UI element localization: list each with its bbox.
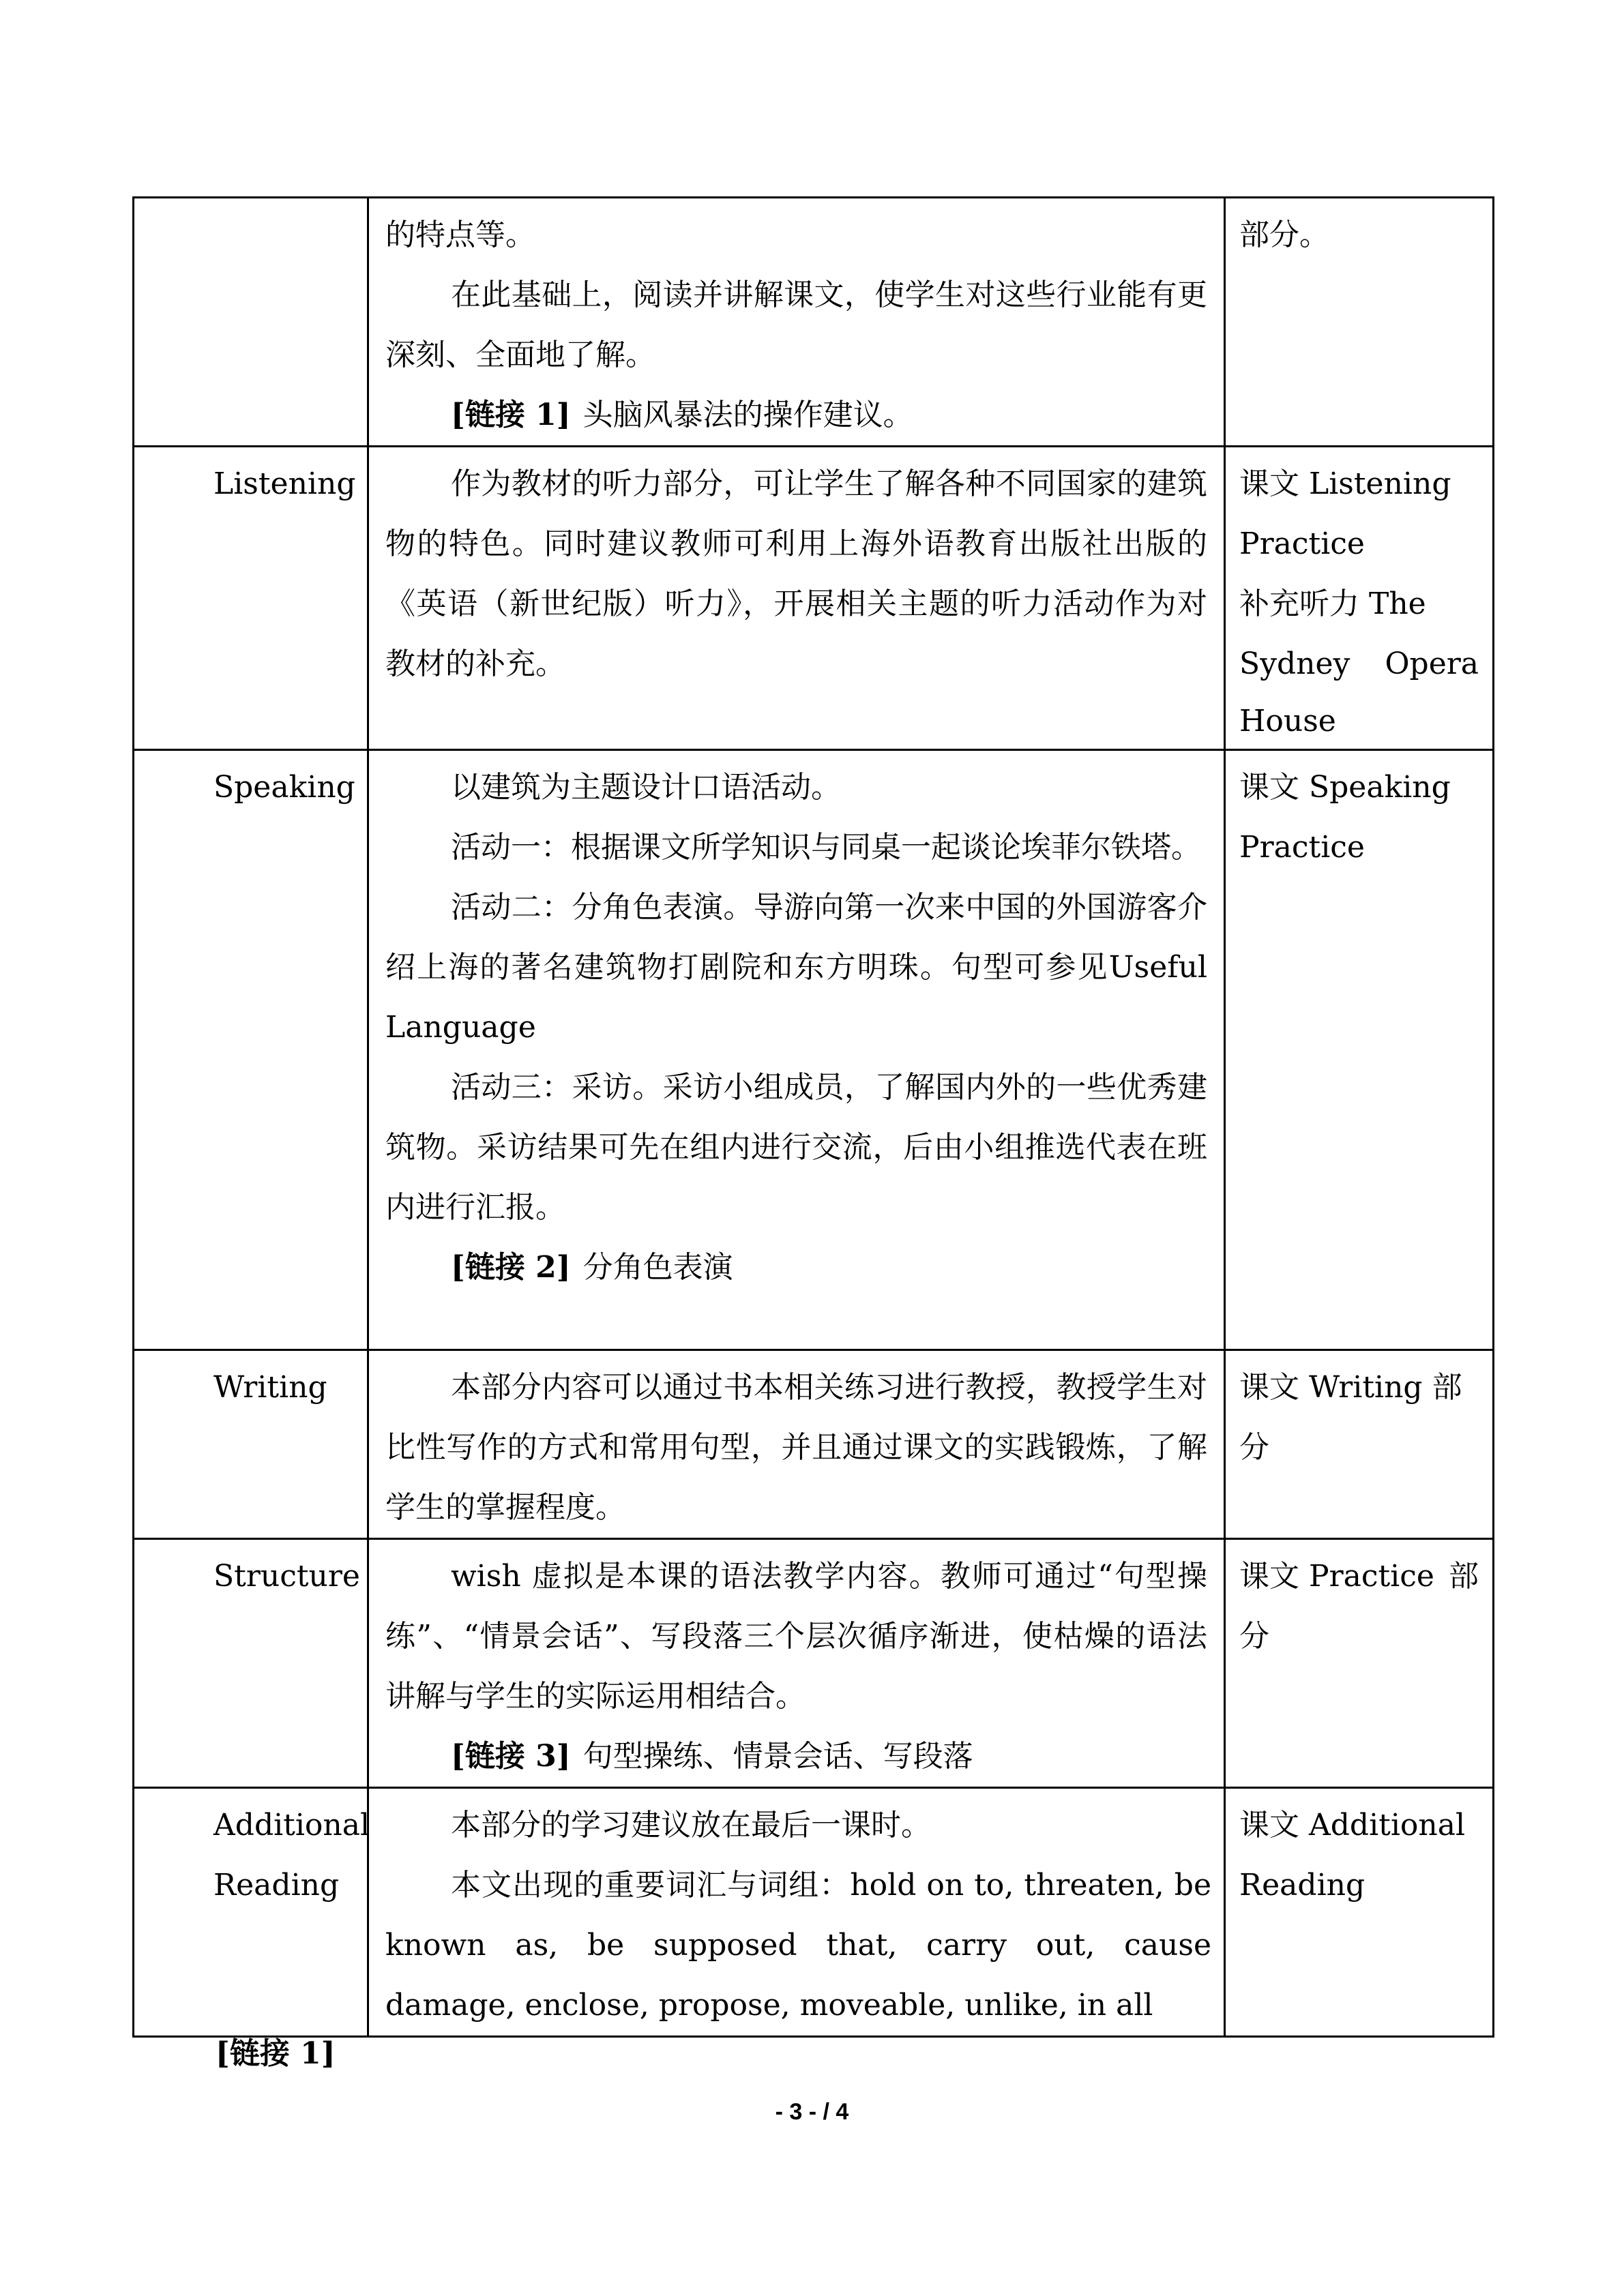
resource-line xyxy=(1239,1547,1479,1607)
resource-word: Sydney xyxy=(1239,646,1350,681)
link-label: [链接 2] xyxy=(451,1250,571,1285)
resource-cell xyxy=(1225,1788,1494,2037)
content-cell xyxy=(368,750,1225,1350)
resource-line: 分 xyxy=(1239,1619,1269,1654)
resource-line: Practice xyxy=(1239,526,1365,561)
section-cell xyxy=(134,198,368,447)
resource-line: 课文 Listening xyxy=(1239,466,1451,501)
link-text: 头脑风暴法的操作建议。 xyxy=(582,398,913,432)
section-cell xyxy=(134,1788,368,2037)
resource-line: Reading xyxy=(1239,1868,1365,1903)
resource-line: 课文 Speaking xyxy=(1239,770,1451,805)
link-label: [链接 3] xyxy=(451,1739,571,1774)
table-row xyxy=(134,198,1494,447)
section-cell xyxy=(134,750,368,1350)
resource-cell xyxy=(1225,198,1494,447)
content-cell xyxy=(368,198,1225,447)
content-cell xyxy=(368,447,1225,750)
section-label: Listening xyxy=(213,466,356,501)
resource-word: 课文 Practice xyxy=(1239,1559,1434,1594)
lesson-plan-table xyxy=(132,196,1494,2038)
content-cell xyxy=(368,1539,1225,1788)
content-paragraph: 本部分的学习建议放在最后一课时。 xyxy=(451,1808,931,1843)
resource-cell xyxy=(1225,1350,1494,1539)
section-cell xyxy=(134,1539,368,1788)
link-label: [链接 1] xyxy=(451,398,571,432)
link-text: 句型操练、情景会话、写段落 xyxy=(582,1739,973,1774)
resource-line: 课文 Additional xyxy=(1239,1808,1466,1843)
section-cell xyxy=(134,447,368,750)
link-reference xyxy=(385,385,1207,445)
resource-line: 课文 Writing 部 xyxy=(1239,1370,1462,1405)
section-label: Writing xyxy=(213,1370,327,1405)
link-text: 分角色表演 xyxy=(582,1250,733,1285)
resource-line: 分 xyxy=(1239,1430,1269,1465)
resource-line: 补充听力 The xyxy=(1239,586,1426,621)
content-paragraph: 本文出现的重要词汇与词组：hold on to, threaten, be known as, be supposed that, carry out, cause damage, enclose, propose, moveable, unlike, in all xyxy=(385,1868,1211,2023)
table-row xyxy=(134,750,1494,1350)
resource-line: House xyxy=(1239,704,1336,739)
content-cell xyxy=(368,1788,1225,2037)
page-number: - 3 - / 4 xyxy=(775,2099,849,2125)
link-reference xyxy=(385,1238,1207,1298)
section-label: Additional xyxy=(213,1808,370,1843)
table-row xyxy=(134,1788,1494,2037)
content-paragraph: 在此基础上，阅读并讲解课文，使学生对这些行业能有更深刻、全面地了解。 xyxy=(385,278,1207,372)
resource-cell xyxy=(1225,750,1494,1350)
table-row xyxy=(134,1350,1494,1539)
link-reference xyxy=(385,1727,1207,1787)
resource-cell xyxy=(1225,447,1494,750)
section-label: Reading xyxy=(213,1868,340,1903)
section-label: Speaking xyxy=(213,770,355,805)
content-paragraph: 作为教材的听力部分，可让学生了解各种不同国家的建筑物的特色。同时建议教师可利用上海外语教育出版社出版的《英语（新世纪版）听力》，开展相关主题的听力活动作为对教材的补充。 xyxy=(385,466,1207,681)
table-row xyxy=(134,1539,1494,1788)
section-label: Structure xyxy=(213,1559,360,1594)
resource-word: Opera xyxy=(1385,646,1479,681)
section-cell xyxy=(134,1350,368,1539)
resource-cell xyxy=(1225,1539,1494,1788)
resource-line xyxy=(1239,634,1479,694)
content-paragraph: 以⁣建筑⁣为主题设计口语活动。 xyxy=(451,770,841,805)
resource-line: Practice xyxy=(1239,830,1365,865)
table-row xyxy=(134,447,1494,750)
content-paragraph: 的特点等。 xyxy=(385,218,535,252)
content-paragraph: 活动三：采访。采访小组成员，了解国内外的一些优秀建筑物。采访结果可先在组内进行交流，后由小组推选代表在班内进行汇报。 xyxy=(385,1070,1207,1225)
content-paragraph: 活动一：根据课文所学知识与同桌一起谈论埃菲尔铁塔。 xyxy=(451,830,1201,865)
link-heading: [链接 1] xyxy=(216,2036,336,2071)
content-cell xyxy=(368,1350,1225,1539)
resource-word: 部 xyxy=(1449,1559,1479,1594)
content-paragraph: wish 虚拟是本课的语法教学内容。教师可通过“句型操练”、“情景会话”、写段落三个层次循序渐进，使枯燥的语法讲解与学生的实际运用相结合。 xyxy=(385,1559,1207,1714)
resource-text: 部分。 xyxy=(1239,218,1329,252)
content-paragraph: 本部分内容可以通过书本相关练习进行教授，教授学生对比性写作的方式和常用句型，并且通过课文的实践锻炼，了解学生的掌握程度。 xyxy=(385,1370,1207,1525)
content-paragraph: 活动二：分角色表演。导游向第一次来中国的外国游客介绍上海的著名建筑物打剧院和东方明珠。句型可参见⁣Useful Language⁣ xyxy=(385,890,1207,1045)
